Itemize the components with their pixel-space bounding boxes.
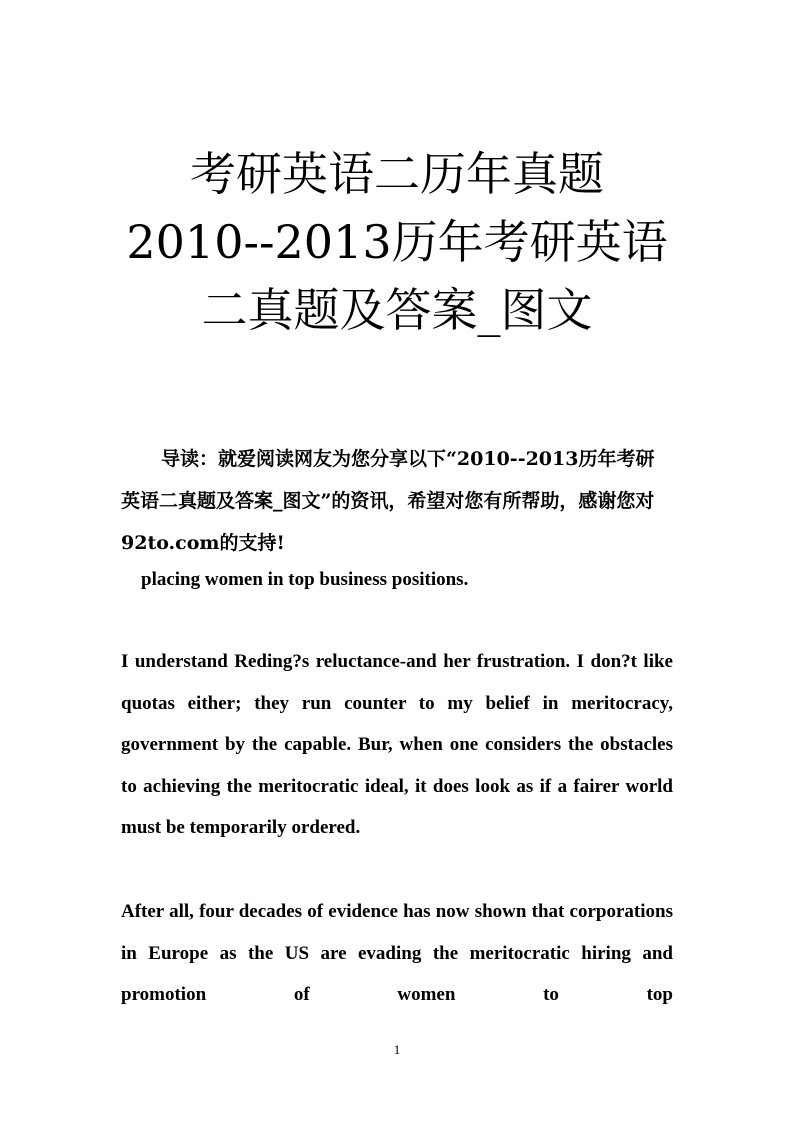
intro-paragraph: 导读：就爱阅读网友为您分享以下“2010--2013历年考研英语二真题及答案_图文”的资讯，希望对您有所帮助，感谢您对92to.com的支持! — [121, 448, 655, 554]
title-line-1: 考研英语二历年真题 — [190, 147, 604, 201]
page-number: 1 — [393, 1042, 401, 1057]
title-line-2: 2010--2013历年考研英语 — [126, 215, 668, 269]
body-paragraph-2: After all, four decades of evidence has now shown that corporations in Europe as the US are evading the meritocratic hiring and promotion of women to top — [121, 901, 673, 1005]
continued-text: placing women in top business positions. — [141, 569, 469, 590]
title-line-3: 二真题及答案_图文 — [201, 283, 593, 337]
document-title — [80, 140, 714, 344]
body-paragraph-1: I understand Reding?s reluctance-and her frustration. I don?t like quotas either; they run counter to my belief in meritocracy, government by the capable. Bur, when one considers the obstacles to achieving the meritocratic ideal, it does look as if a fairer world must be temporarily ordered. — [121, 651, 673, 838]
